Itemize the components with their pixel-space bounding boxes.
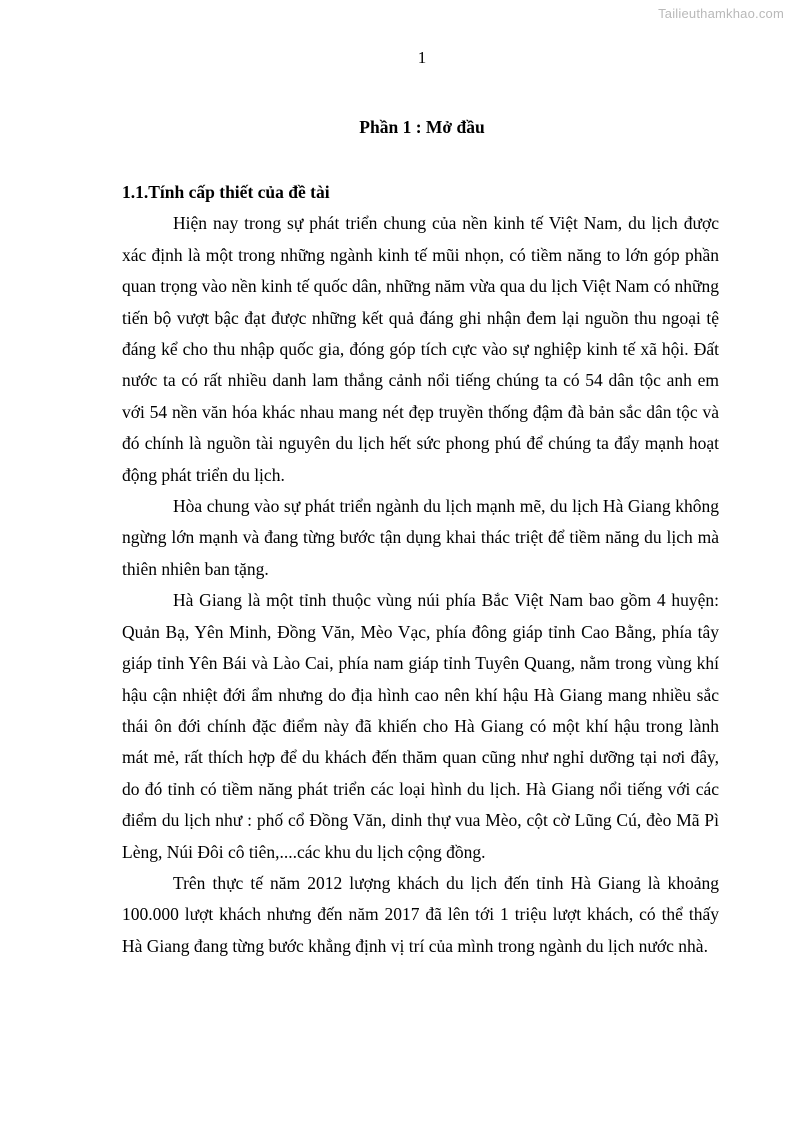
document-body <box>122 177 719 962</box>
page-number: 1 <box>417 48 427 67</box>
section-heading: 1.1.Tính cấp thiết của đề tài <box>122 182 330 202</box>
paragraph-intro: Hiện nay trong sự phát triển chung của nền kinh tế Việt Nam, du lịch được xác định là một trong những ngành kinh tế mũi nhọn, có tiềm năng to lớn góp phần quan trọng vào nền kinh tế quốc dân, những năm vừa qua du lịch Việt Nam có những tiến bộ vượt bậc đạt được những kết quả đáng ghi nhận đem lại nguồn thu ngoại tệ đáng kể cho thu nhập quốc gia, đóng góp tích cực vào sự nghiệp kinh tế xã hội. Đất nước ta có rất nhiều danh lam thắng cảnh nổi tiếng chúng ta có 54 dân tộc anh em với 54 nền văn hóa khác nhau mang nét đẹp truyền thống đậm đà bản sắc dân tộc và đó chính là nguồn tài nguyên du lịch hết sức phong phú để chúng ta đẩy mạnh hoạt động phát triển du lịch. <box>122 213 719 485</box>
chapter-title: Phần 1 : Mở đầu <box>359 117 485 137</box>
paragraph-ha-giang-geography: Hà Giang là một tỉnh thuộc vùng núi phía Bắc Việt Nam bao gồm 4 huyện: Quản Bạ, Yên Minh, Đồng Văn, Mèo Vạc, phía đông giáp tỉnh Cao Bằng, phía tây giáp tỉnh Yên Bái và Lào Cai, phía nam giáp tỉnh Tuyên Quang, nằm trong vùng khí hậu cận nhiệt đới ẩm nhưng do địa hình cao nên khí hậu Hà Giang mang nhiều sắc thái ôn đới chính đặc điểm này đã khiến cho Hà Giang có một khí hậu trong lành mát mẻ, rất thích hợp để du khách đến thăm quan cũng như nghỉ dưỡng tại nơi đây, do đó tỉnh có tiềm năng phát triển các loại hình du lịch. Hà Giang nổi tiếng với các điểm du lịch như : phố cổ Đồng Văn, dinh thự vua Mèo, cột cờ Lũng Cú, đèo Mã Pì Lèng, Núi Đôi cô tiên,....các khu du lịch cộng đồng. <box>122 590 719 862</box>
watermark: Tailieuthamkhao.com <box>658 6 784 21</box>
paragraph-visitor-statistics: Trên thực tế năm 2012 lượng khách du lịch đến tỉnh Hà Giang là khoảng 100.000 lượt khách nhưng đến năm 2017 đã lên tới 1 triệu lượt khách, có thể thấy Hà Giang đang từng bước khẳng định vị trí của mình trong ngành du lịch nước nhà. <box>122 872 719 956</box>
paragraph-ha-giang-growth: Hòa chung vào sự phát triển ngành du lịch mạnh mẽ, du lịch Hà Giang không ngừng lớn mạnh và đang từng bước tận dụng khai thác triệt để tiềm năng du lịch mà thiên nhiên ban tặng. <box>122 496 719 579</box>
